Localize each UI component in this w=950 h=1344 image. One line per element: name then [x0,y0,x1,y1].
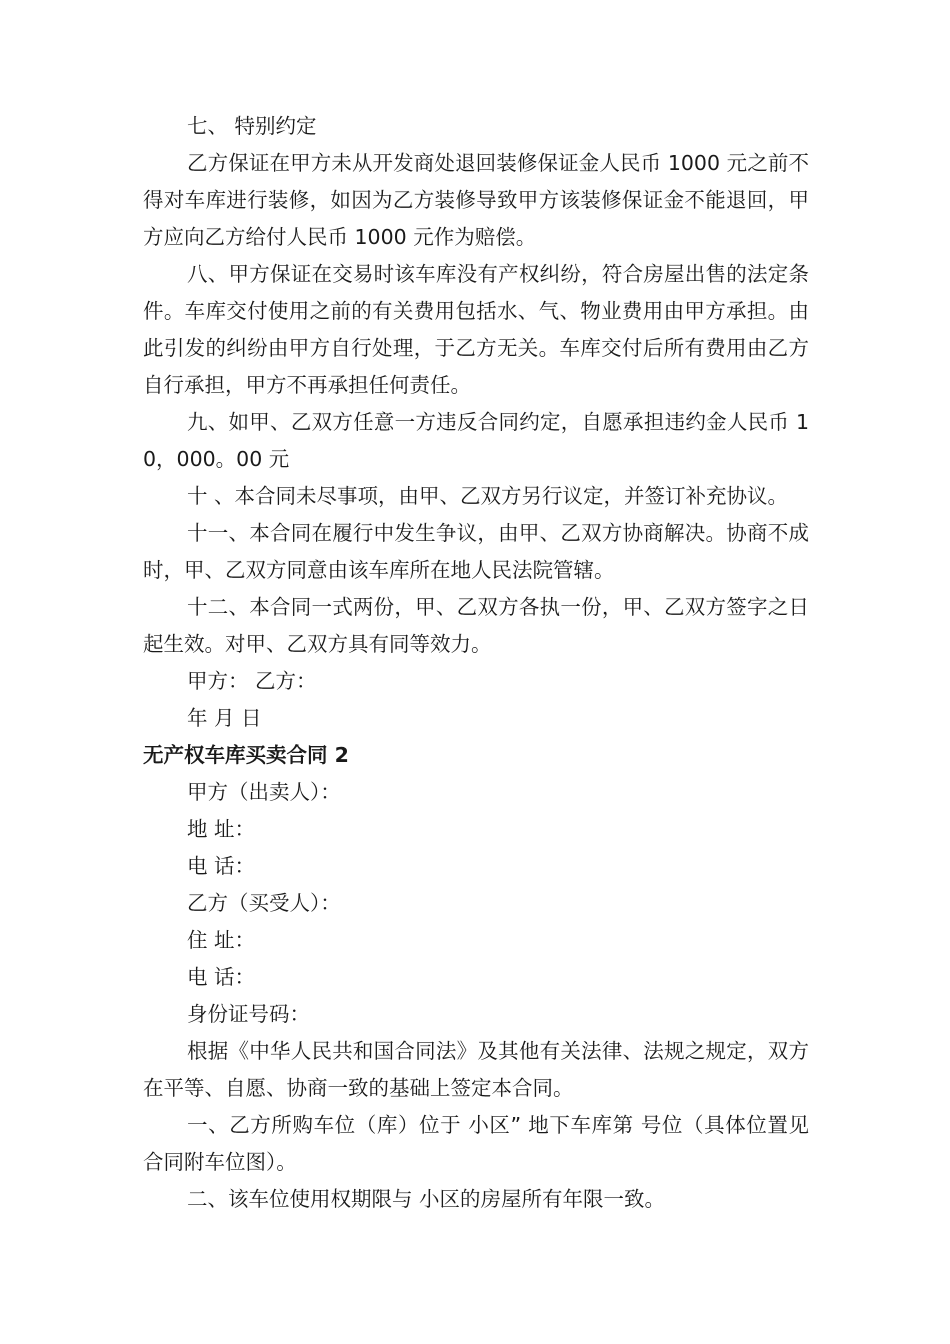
clause-7-body: 乙方保证在甲方未从开发商处退回装修保证金人民币 1000 元之前不得对车库进行装修，如因为乙方装修导致甲方该装修保证金不能退回，甲方应向乙方给付人民币 1000 元作为赔偿。 [143,151,809,249]
clause-7-title: 七、 特别约定 [187,114,317,138]
clause-8: 八、甲方保证在交易时该车库没有产权纠纷，符合房屋出售的法定条件。车库交付使用之前的有关费用包括水、气、物业费用由甲方承担。由此引发的纠纷由甲方自行处理，于乙方无关。车库交付后所有费用由乙方自行承担，甲方不再承担任何责任。 [143,262,809,397]
preamble: 根据《中华人民共和国合同法》及其他有关法律、法规之规定，双方在平等、自愿、协商一致的基础上签定本合同。 [143,1039,809,1100]
clause-2: 二、该车位使用权期限与 小区的房屋所有年限一致。 [187,1187,666,1211]
date-line: 年 月 日 [187,706,262,730]
party-a-label: 甲方（出卖人）： [187,780,341,804]
clause-1: 一、乙方所购车位（库）位于 小区” 地下车库第 号位（具体位置见合同附车位图）。 [143,1113,809,1174]
clause-10: 十 、本合同未尽事项，由甲、乙双方另行议定，并签订补充协议。 [187,484,789,508]
section-title: 无产权车库买卖合同 2 [143,743,349,767]
clause-11: 十一、本合同在履行中发生争议，由甲、乙双方协商解决。协商不成时，甲、乙双方同意由该车库所在地人民法院管辖。 [143,521,809,582]
party-b-id-number: 身份证号码： [187,1002,310,1026]
party-b-label: 乙方（买受人）： [187,891,341,915]
document-page [143,108,809,1218]
party-a-phone: 电 话： [187,854,256,878]
party-a-address: 地 址： [187,817,256,841]
party-b-address: 住 址： [187,928,256,952]
signature-line: 甲方： 乙方： [187,669,317,693]
clause-12: 十二、本合同一式两份，甲、乙双方各执一份，甲、乙双方签字之日起生效。对甲、乙双方具有同等效力。 [143,595,809,656]
party-b-phone: 电 话： [187,965,256,989]
clause-9: 九、如甲、乙双方任意一方违反合同约定，自愿承担违约金人民币 10，000。00 元 [143,410,809,471]
